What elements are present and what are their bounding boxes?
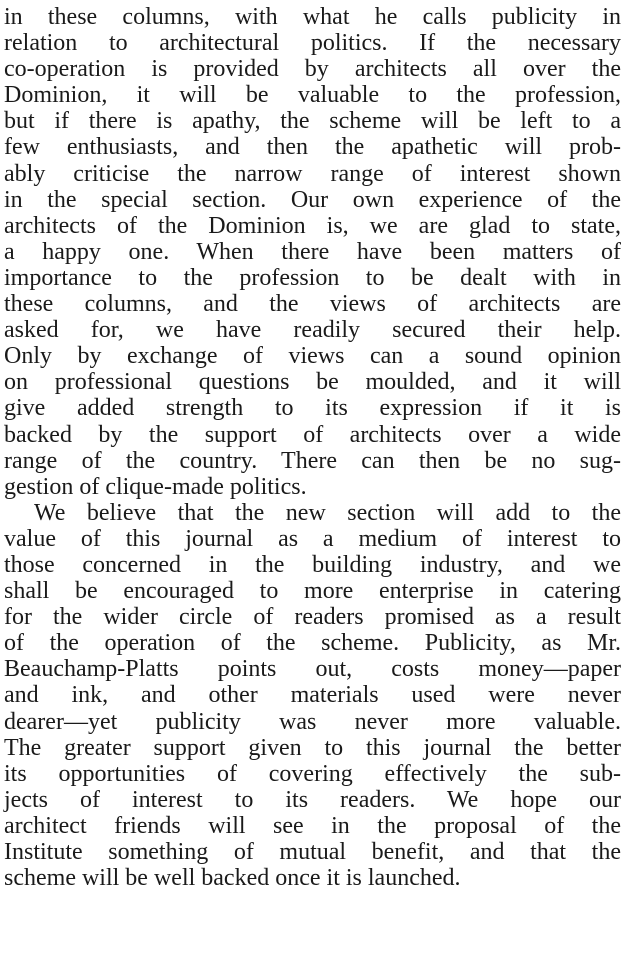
- paragraph: [4, 500, 621, 891]
- text-line: of the operation of the scheme. Publicity, as Mr.: [4, 630, 621, 657]
- text-line: a happy one. When there have been matters of: [4, 238, 621, 265]
- text-line: dearer—yet publicity was never more valuable.: [4, 708, 621, 735]
- text-line: in the special section. Our own experience of the: [4, 186, 621, 213]
- text-line: The greater support given to this journal the better: [4, 734, 621, 761]
- text-line: these columns, and the views of architects are: [4, 291, 621, 318]
- text-line: gestion of clique-made politics.: [4, 473, 307, 500]
- text-line: relation to architectural politics. If the necessary: [4, 30, 621, 57]
- text-line: Institute something of mutual benefit, and that the: [4, 839, 621, 865]
- text-line: We believe that the new section will add to the: [34, 499, 621, 526]
- text-line: on professional questions be moulded, and it will: [4, 369, 621, 396]
- text-line: those concerned in the building industry, and we: [4, 551, 621, 578]
- text-line: asked for, we have readily secured their help.: [4, 317, 621, 344]
- text-line: few enthusiasts, and then the apathetic will prob-: [4, 134, 621, 161]
- text-line: jects of interest to its readers. We hope our: [4, 786, 621, 813]
- text-line: its opportunities of covering effectively the sub-: [4, 760, 621, 787]
- text-line: in these columns, with what he calls publicity in: [4, 4, 621, 30]
- text-line: range of the country. There can then be no sug-: [4, 447, 621, 474]
- paragraph: [4, 4, 621, 500]
- text-line: value of this journal as a medium of interest to: [4, 525, 621, 552]
- text-line: shall be encouraged to more enterprise in catering: [4, 578, 621, 605]
- text-line: backed by the support of architects over a wide: [4, 421, 621, 448]
- text-line: give added strength to its expression if it is: [4, 395, 621, 422]
- text-line: Dominion, it will be valuable to the profession,: [4, 82, 621, 109]
- text-line: and ink, and other materials used were never: [4, 682, 621, 709]
- text-line: architects of the Dominion is, we are glad to state,: [4, 212, 621, 239]
- text-line: but if there is apathy, the scheme will be left to a: [4, 108, 621, 135]
- text-line: Beauchamp-Platts points out, costs money—paper: [4, 656, 621, 683]
- text-line: ably criticise the narrow range of interest shown: [4, 160, 621, 187]
- text-line: Only by exchange of views can a sound opinion: [4, 343, 621, 370]
- text-line: co-operation is provided by architects all over the: [4, 56, 621, 83]
- text-line: scheme will be well backed once it is launched.: [4, 865, 461, 892]
- text-line: importance to the profession to be dealt with in: [4, 264, 621, 291]
- text-line: architect friends will see in the proposal of the: [4, 812, 621, 839]
- text-line: for the wider circle of readers promised as a result: [4, 604, 621, 631]
- article-text-column: [4, 4, 621, 891]
